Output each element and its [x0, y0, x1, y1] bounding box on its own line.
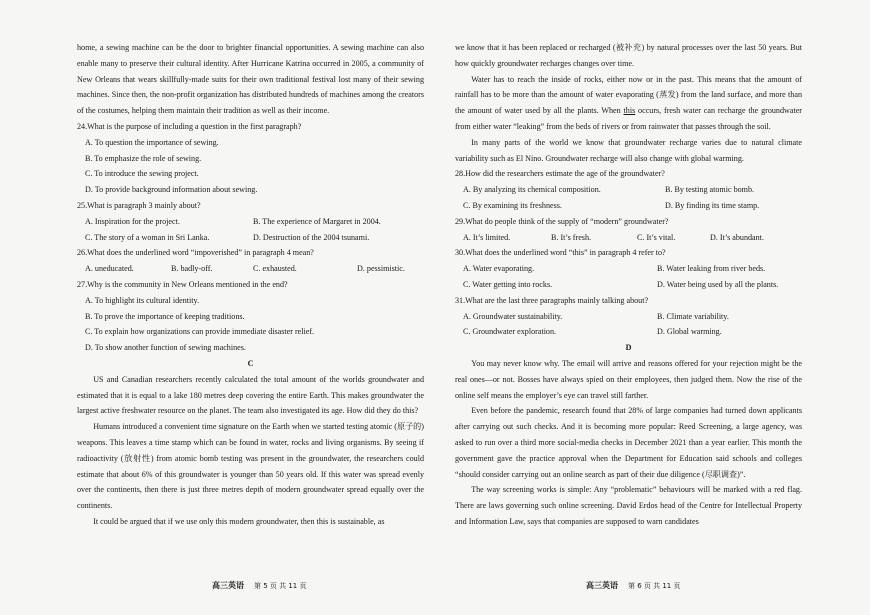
option-b: B. By testing atomic bomb.: [665, 185, 755, 195]
option-row: [455, 277, 802, 293]
option-row: [455, 230, 802, 246]
passage-b-final-paragraph: home, a sewing machine can be the door to brighter financial opportunities. A sewing machine can also enable many to preserve their cultural identity. After Hurricane Katrina occurred in 2005, a community of New Orleans that wears skillfully-made suits for their own traditional festival lost many of their sewing machines. Since then, the non-profit organization has distributed hundreds of machines among the creators of the costumes, helping them maintain their tradition as well as their income.: [77, 43, 424, 116]
option-a: A. To highlight its cultural identity.: [85, 295, 200, 305]
option-d: D. To provide background information about sewing.: [85, 185, 258, 195]
right-page-column: [455, 40, 802, 530]
passage-c-paragraph-1: US and Canadian researchers recently calculated the total amount of the worlds groundwater and estimated that it is equal to a lake 180 metres deep covering the entire Earth. This makes groundwater the largest active freshwater resource on the planet. The team also investigated its age. How did they do this?: [77, 374, 424, 416]
footer-page-number: 第 6 页 共 11 页: [628, 582, 681, 590]
passage-c-paragraph-4: [455, 72, 802, 135]
underlined-word-this: this: [623, 106, 636, 116]
option-row: [77, 230, 424, 246]
passage-c-paragraph-2: Humans introduced a convenient time signature on the Earth when we started testing atomic (原子的) weapons. This leaves a time stamp which can be found in water, rocks and living organisms. By seeing if radioactivity (放射性) from atomic bomb testing was present in the groundwater, the researchers could estimate that about 6% of this groundwater is younger than 50 years old. If this water was spread evenly over the continents, then there is just three metres depth of modern groundwater spread equally over the continents.: [77, 422, 424, 511]
option-a: A. By analyzing its chemical composition.: [463, 185, 601, 195]
passage-d-paragraph-3: The way screening works is simple: Any “problematic” behaviours will be marked with a red flag. There are laws governing such online screening. David Erdos head of the Centre for Intellectual Property and Information Law, says that companies are supposed to warn candidates: [455, 485, 802, 526]
footer-subject: 高三英语: [586, 581, 618, 590]
stem-word: impoverished: [194, 248, 239, 258]
option-c: C. It’s vital.: [637, 232, 676, 242]
option-d: D. Water being used by all the plants.: [657, 279, 779, 289]
left-page-column: [77, 40, 424, 530]
question-stem: 28.How did the researchers estimate the age of the groundwater?: [455, 169, 665, 179]
question-25: [77, 198, 424, 245]
question-29: [455, 214, 802, 246]
option-row: [77, 261, 424, 277]
option-a: A. Water evaporating.: [463, 264, 535, 274]
question-28: [455, 166, 802, 213]
option-row: [455, 182, 802, 198]
option-row: [455, 324, 802, 340]
passage-c-paragraph-3-continued: we know that it has been replaced or recharged (被补充) by natural processes over the last 50 years. But how quickly groundwater recharges changes over time.: [455, 43, 802, 68]
option-row: [77, 214, 424, 230]
option-a: A. Inspiration for the project.: [85, 216, 180, 226]
stem-start: 26.What does the underlined word “: [77, 248, 195, 258]
option-c: C. By examining its freshness.: [463, 200, 562, 210]
question-stem: 25.What is paragraph 3 mainly about?: [77, 200, 201, 210]
stem-end: ” in paragraph 4 mean?: [238, 248, 314, 258]
option-b: B. To emphasize the role of sewing.: [85, 153, 202, 163]
option-b: B. It’s fresh.: [551, 232, 592, 242]
paragraph-text-end: occurs, fresh water can recharge the groundwater from either water “leaking” from the beds of rivers or from rainwater that passes through the soil.: [455, 106, 803, 131]
question-27: [77, 277, 424, 356]
option-d: D. Destruction of the 2004 tsunami.: [253, 232, 370, 242]
question-stem: 27.Why is the community in New Orleans mentioned in the end?: [77, 279, 288, 289]
section-d-heading: D: [625, 343, 632, 353]
question-stem: [77, 245, 424, 261]
option-c: C. Water getting into rocks.: [463, 279, 553, 289]
option-b: B. Climate variability.: [657, 311, 729, 321]
question-31: [455, 293, 802, 340]
left-page-footer: [212, 581, 307, 591]
passage-d-paragraph-1: You may never know why. The email will arrive and reasons offered for your rejection might be the real ones—or not. Bosses have always spied on their employees, then judged them. Now the rise of the online self means the employer’s eye can travel still farther.: [455, 358, 802, 400]
option-b: B. The experience of Margaret in 2004.: [253, 216, 381, 226]
passage-c-paragraph-3: It could be argued that if we use only this modern groundwater, then this is sustainable, as: [93, 516, 385, 526]
option-a: A. To question the importance of sewing.: [85, 137, 219, 147]
option-b: B. badly-off.: [171, 264, 213, 274]
option-c: C. To introduce the sewing project.: [85, 169, 199, 179]
question-30: [455, 245, 802, 292]
option-c: C. To explain how organizations can provide immediate disaster relief.: [85, 327, 315, 337]
option-row: [455, 309, 802, 325]
option-row: [455, 198, 802, 214]
option-row: [455, 261, 802, 277]
option-d: D. pessimistic.: [357, 264, 405, 274]
option-a: A. Groundwater sustainability.: [463, 311, 563, 321]
option-b: B. To prove the importance of keeping traditions.: [85, 311, 245, 321]
footer-page-number: 第 5 页 共 11 页: [254, 582, 307, 590]
question-24: [77, 119, 424, 198]
passage-d-paragraph-2: Even before the pandemic, research found that 28% of large companies had turned down applicants after carrying out such checks. And it is becoming more popular: Reed Screening, a large agency, was asked to run over a third more social-media checks in December 2021 than a year earlier. This month the government gave the practice approval when the Department for Education said schools and colleges “should consider carrying out an online search as part of their due diligence (尽职调查)”.: [455, 406, 802, 479]
option-d: D. Global warming.: [657, 327, 722, 337]
option-a: A. uneducated.: [85, 264, 134, 274]
question-stem: 30.What does the underlined word “this” in paragraph 4 refer to?: [455, 248, 666, 258]
option-b: B. Water leaking from river beds.: [657, 264, 766, 274]
question-26: [77, 245, 424, 277]
passage-c-paragraph-5: In many parts of the world we know that groundwater recharge varies due to natural climate variability such as El Nino. Groundwater recharge will also change with global warming.: [455, 137, 802, 163]
right-page-footer: [586, 581, 681, 591]
option-c: C. Groundwater exploration.: [463, 327, 557, 337]
option-c: C. The story of a woman in Sri Lanka.: [85, 232, 210, 242]
option-d: D. By finding its time stamp.: [665, 200, 760, 210]
option-d: D. It’s abundant.: [710, 232, 764, 242]
paragraph-text-start: Water has to reach the inside of rocks, either now or in the past. This means that the amount of rainfall has to be more than the amount of water evaporating (蒸发) from the land surface, and more than the amount of water used by all the plants. When: [455, 74, 802, 116]
option-c: C. exhausted.: [253, 264, 297, 274]
section-c-heading: C: [247, 358, 254, 368]
footer-subject: 高三英语: [212, 581, 244, 590]
question-stem: 24.What is the purpose of including a question in the first paragraph?: [77, 121, 302, 131]
question-stem: 29.What do people think of the supply of “modern” groundwater?: [455, 216, 669, 226]
option-a: A. It’s limited.: [463, 232, 511, 242]
question-stem: 31.What are the last three paragraphs mainly talking about?: [455, 295, 649, 305]
option-d: D. To show another function of sewing machines.: [85, 343, 246, 353]
